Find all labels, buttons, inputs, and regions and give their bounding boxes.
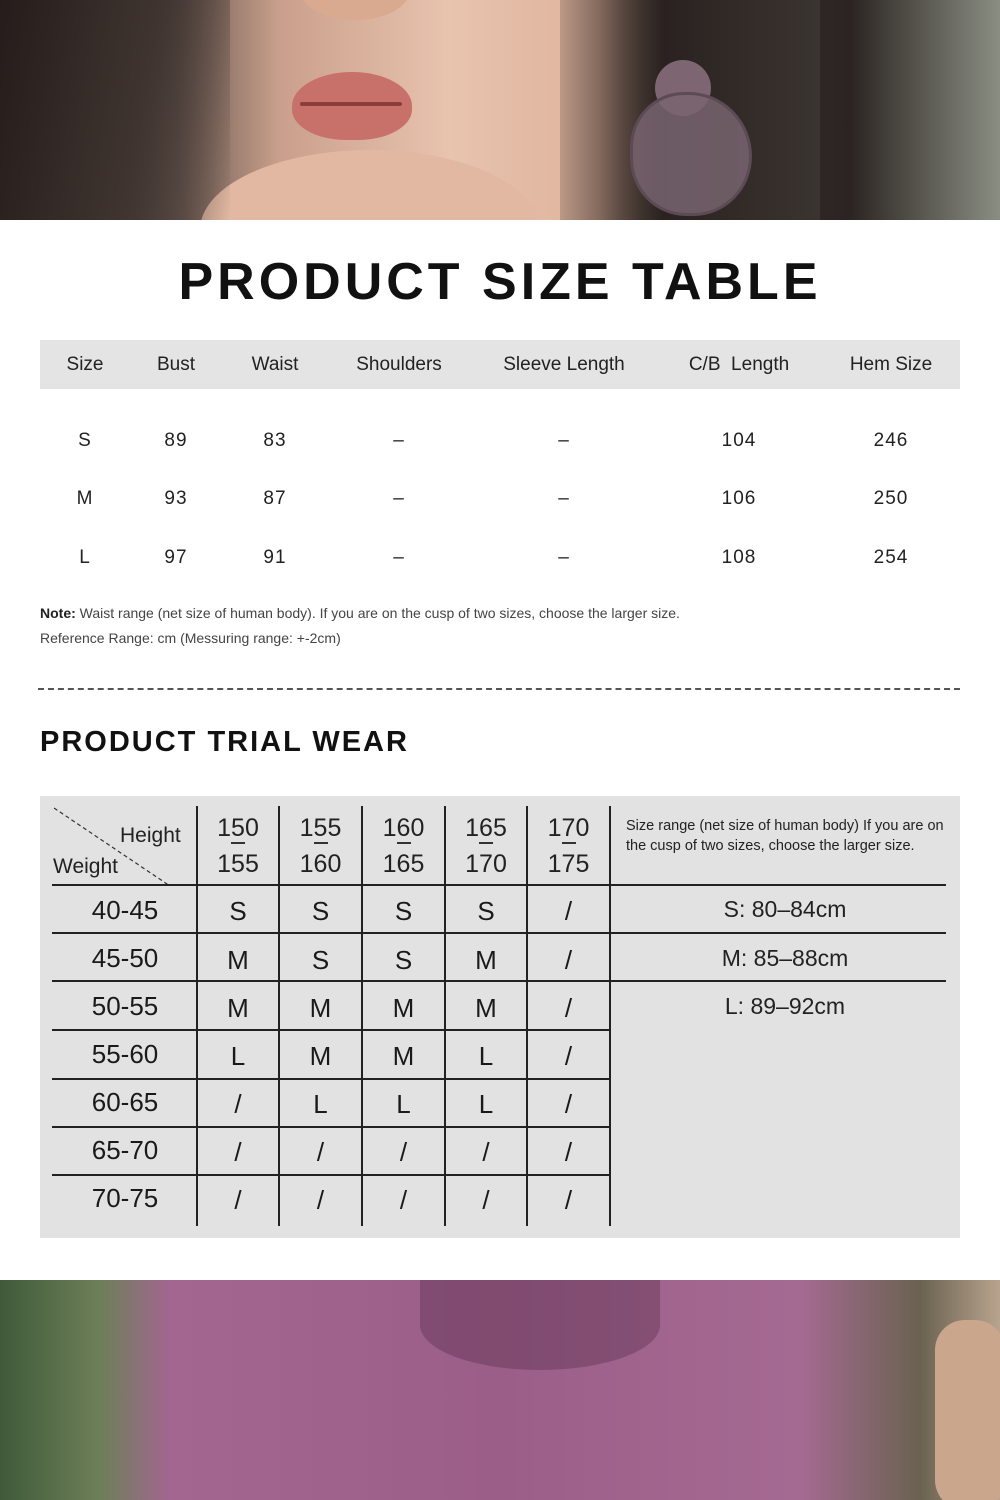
grid-line (52, 1029, 610, 1031)
cell-waist: 91 (263, 547, 287, 568)
size-cell: M (309, 993, 332, 1023)
cell-waist: 83 (263, 430, 287, 451)
grid-line (609, 806, 611, 1226)
size-row (40, 539, 960, 579)
size-cell: / (234, 1185, 242, 1215)
height-header (528, 810, 609, 882)
note-label: Note: (40, 605, 76, 621)
cell-shoulders: – (393, 430, 405, 451)
size-table-title: PRODUCT SIZE TABLE (178, 253, 822, 311)
size-note (40, 605, 680, 621)
size-cell: M (475, 993, 497, 1023)
grid-line (52, 1174, 610, 1176)
cell-size: L (79, 547, 91, 568)
size-cell: S (477, 896, 495, 926)
size-range-note: Size range (net size of human body) If you are on the cusp of two sizes, choose the larger size. (626, 818, 944, 854)
height-header (446, 810, 526, 882)
size-cell: L (230, 1041, 246, 1071)
size-cell: S (394, 896, 413, 926)
size-cell: L (478, 1089, 494, 1119)
header-shoulders: Shoulders (356, 354, 442, 375)
model-arm (935, 1320, 1000, 1500)
header-cb-length: C/B Length (688, 354, 790, 375)
corner-height-label: Height (120, 824, 181, 847)
size-cell: / (399, 1185, 408, 1215)
chin-shape (200, 150, 540, 220)
grid-line (52, 884, 946, 886)
size-row (40, 480, 960, 520)
range-m: M: 85–88cm (721, 945, 849, 971)
size-cell: / (234, 1089, 242, 1119)
height-from: 155 (299, 814, 342, 842)
size-cell: / (234, 1137, 242, 1167)
cell-cb-length: 106 (721, 488, 757, 509)
height-header (280, 810, 361, 882)
cell-hem-size: 254 (873, 547, 909, 568)
cell-sleeve-length: – (558, 430, 570, 451)
weight-label: 40-45 (91, 895, 159, 925)
grid-line (52, 980, 946, 982)
size-cell: S (311, 896, 330, 926)
purple-dress-photo (0, 1280, 1000, 1500)
cell-bust: 93 (164, 488, 188, 509)
height-from: 160 (382, 814, 425, 842)
weight-label: 65-70 (91, 1135, 159, 1165)
dress-neckline (420, 1280, 660, 1370)
reference-range: Reference Range: cm (Messuring range: +-2cm) (40, 630, 341, 646)
weight-label: 60-65 (91, 1087, 159, 1117)
size-cell: / (564, 896, 573, 926)
size-cell: / (564, 993, 573, 1023)
size-cell: M (227, 993, 249, 1023)
hair-left (0, 0, 230, 220)
size-cell: L (478, 1041, 494, 1071)
size-cell: / (482, 1185, 490, 1215)
size-cell: / (482, 1137, 490, 1167)
size-cell: / (564, 1185, 573, 1215)
size-cell: S (229, 896, 247, 926)
size-cell: M (309, 1041, 332, 1071)
cell-bust: 97 (164, 547, 188, 568)
cell-bust: 89 (164, 430, 188, 451)
size-cell: L (396, 1089, 411, 1119)
note-text: Waist range (net size of human body). If you are on the cusp of two sizes, choose the larger size. (75, 605, 680, 621)
height-header (363, 810, 444, 882)
grid-line (52, 932, 946, 934)
height-to: 160 (299, 849, 342, 878)
height-to: 170 (465, 849, 507, 878)
weight-label: 50-55 (91, 991, 159, 1021)
cell-cb-length: 104 (721, 430, 757, 451)
size-cell: / (399, 1137, 408, 1167)
section-divider (38, 688, 960, 690)
size-cell: M (392, 1041, 415, 1071)
size-cell: S (394, 945, 413, 975)
size-cell: / (316, 1185, 325, 1215)
height-header (198, 810, 278, 882)
header-waist: Waist (251, 354, 299, 375)
cell-shoulders: – (393, 488, 405, 509)
height-from: 150 (217, 814, 259, 842)
cell-hem-size: 250 (873, 488, 909, 509)
cell-cb-length: 108 (721, 547, 757, 568)
header-bust: Bust (156, 354, 196, 375)
weight-label: 55-60 (91, 1039, 159, 1069)
trial-wear-title: PRODUCT TRIAL WEAR (40, 726, 409, 758)
size-table-header (40, 340, 960, 389)
header-sleeve-length: Sleeve Length (503, 354, 625, 375)
earring-pendant (630, 92, 752, 216)
size-cell: / (564, 1089, 573, 1119)
height-to: 175 (547, 849, 590, 878)
size-cell: / (564, 1137, 573, 1167)
size-cell: M (227, 945, 249, 975)
range-l: L: 89–92cm (724, 993, 846, 1019)
size-cell: M (392, 993, 415, 1023)
size-row (40, 422, 960, 462)
nose-shape (300, 0, 410, 20)
size-cell: / (564, 945, 573, 975)
corner-weight-label: Weight (53, 855, 118, 878)
header-size: Size (66, 354, 104, 375)
model-face-photo (0, 0, 1000, 220)
range-s: S: 80–84cm (723, 896, 847, 922)
height-to: 165 (382, 849, 425, 878)
cell-sleeve-length: – (558, 488, 570, 509)
cell-hem-size: 246 (873, 430, 909, 451)
cell-size: S (78, 430, 92, 451)
height-to: 155 (217, 849, 259, 878)
weight-label: 70-75 (91, 1183, 159, 1213)
cell-size: M (76, 488, 94, 509)
header-hem-size: Hem Size (849, 354, 933, 375)
size-cell: / (316, 1137, 325, 1167)
size-cell: L (313, 1089, 328, 1119)
cell-shoulders: – (393, 547, 405, 568)
height-from: 170 (547, 814, 590, 842)
lips-shape (292, 72, 412, 140)
cell-waist: 87 (263, 488, 287, 509)
weight-label: 45-50 (91, 943, 159, 973)
size-cell: M (475, 945, 497, 975)
grid-line (52, 1126, 610, 1128)
cell-sleeve-length: – (558, 547, 570, 568)
size-cell: / (564, 1041, 573, 1071)
size-cell: S (311, 945, 330, 975)
height-from: 165 (465, 814, 507, 842)
grid-line (52, 1078, 610, 1080)
